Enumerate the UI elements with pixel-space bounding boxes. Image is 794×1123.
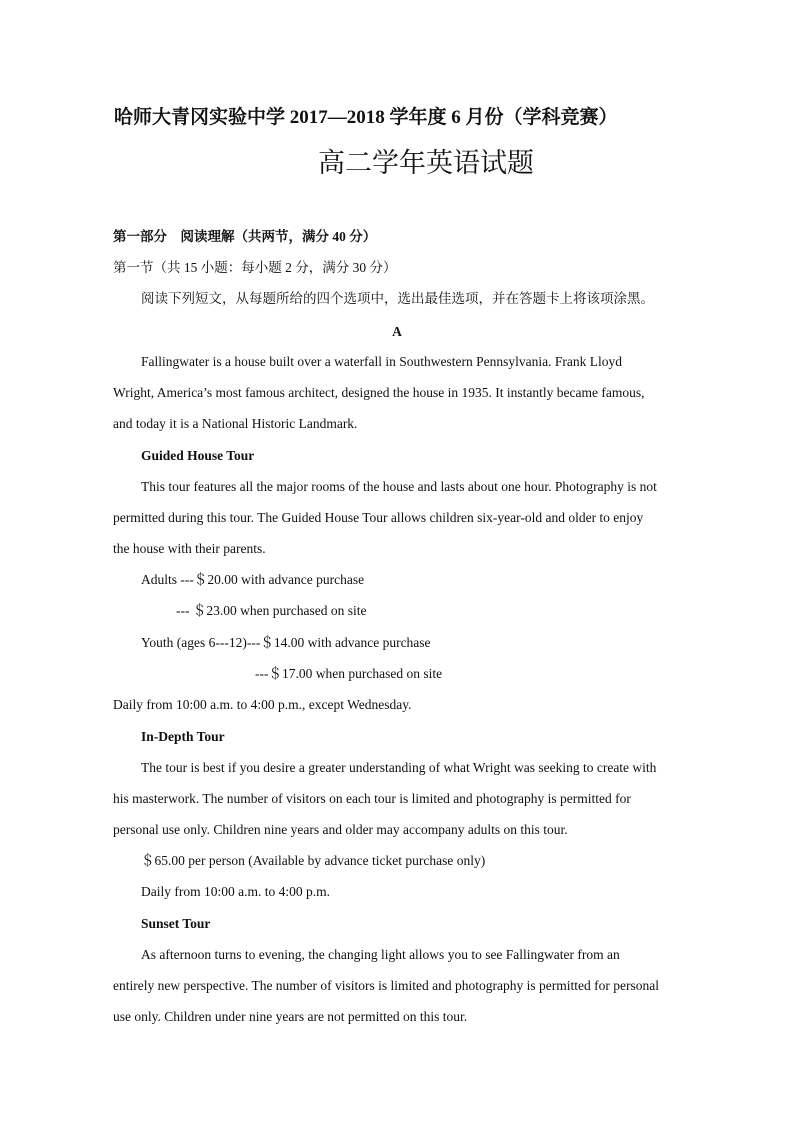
exam-title-line2: 高二学年英语试题 [318, 148, 534, 178]
indepth-hours: Daily from 10:00 a.m. to 4:00 p.m. [141, 884, 330, 899]
sunset-tour-heading: Sunset Tour [141, 916, 211, 931]
guided-tour-heading: Guided House Tour [141, 448, 255, 463]
indepth-text-line-2: his masterwork. The number of visitors on each tour is limited and photography is permitted for [113, 791, 631, 806]
intro-line-2: Wright, America’s most famous architect, designed the house in 1935. It instantly became famous, [113, 385, 645, 400]
guided-hours: Daily from 10:00 a.m. to 4:00 p.m., except Wednesday. [113, 697, 412, 712]
indepth-tour-heading: In-Depth Tour [141, 729, 225, 744]
subsection-heading: 第一节（共 15 小题：每小题 2 分，满分 30 分） [113, 260, 397, 275]
intro-line-3: and today it is a National Historic Landmark. [113, 416, 358, 431]
guided-text-line-2: permitted during this tour. The Guided House Tour allows children six-year-old and older to enjoy [113, 510, 644, 525]
sunset-text-line-1: As afternoon turns to evening, the changing light allows you to see Fallingwater from an [141, 947, 620, 962]
instruction-text: 阅读下列短文，从每题所给的四个选项中，选出最佳选项，并在答题卡上将该项涂黑。 [141, 291, 654, 306]
price-youth-onsite: ---＄17.00 when purchased on site [255, 666, 443, 681]
indepth-text-line-3: personal use only. Children nine years and older may accompany adults on this tour. [113, 822, 568, 837]
indepth-price: ＄65.00 per person (Available by advance ticket purchase only) [141, 853, 486, 868]
intro-line-1: Fallingwater is a house built over a waterfall in Southwestern Pennsylvania. Frank Lloyd [141, 354, 623, 369]
guided-text-line-1: This tour features all the major rooms of the house and lasts about one hour. Photography is not [141, 479, 657, 494]
guided-text-line-3: the house with their parents. [113, 541, 266, 556]
exam-title-line1: 哈师大青冈实验中学 2017—2018 学年度 6 月份（学科竞赛） [114, 107, 618, 128]
passage-label: A [392, 324, 402, 339]
indepth-text-line-1: The tour is best if you desire a greater understanding of what Wright was seeking to create with [141, 760, 657, 775]
sunset-text-line-3: use only. Children under nine years are not permitted on this tour. [113, 1009, 468, 1024]
price-adults-advance: Adults ---＄20.00 with advance purchase [141, 572, 365, 587]
sunset-text-line-2: entirely new perspective. The number of visitors is limited and photography is permitted for personal [113, 978, 659, 993]
price-adults-onsite: --- ＄23.00 when purchased on site [176, 603, 367, 618]
price-youth-advance: Youth (ages 6---12)---＄14.00 with advance purchase [141, 635, 431, 650]
part-heading: 第一部分 阅读理解（共两节，满分 40 分） [113, 229, 377, 244]
